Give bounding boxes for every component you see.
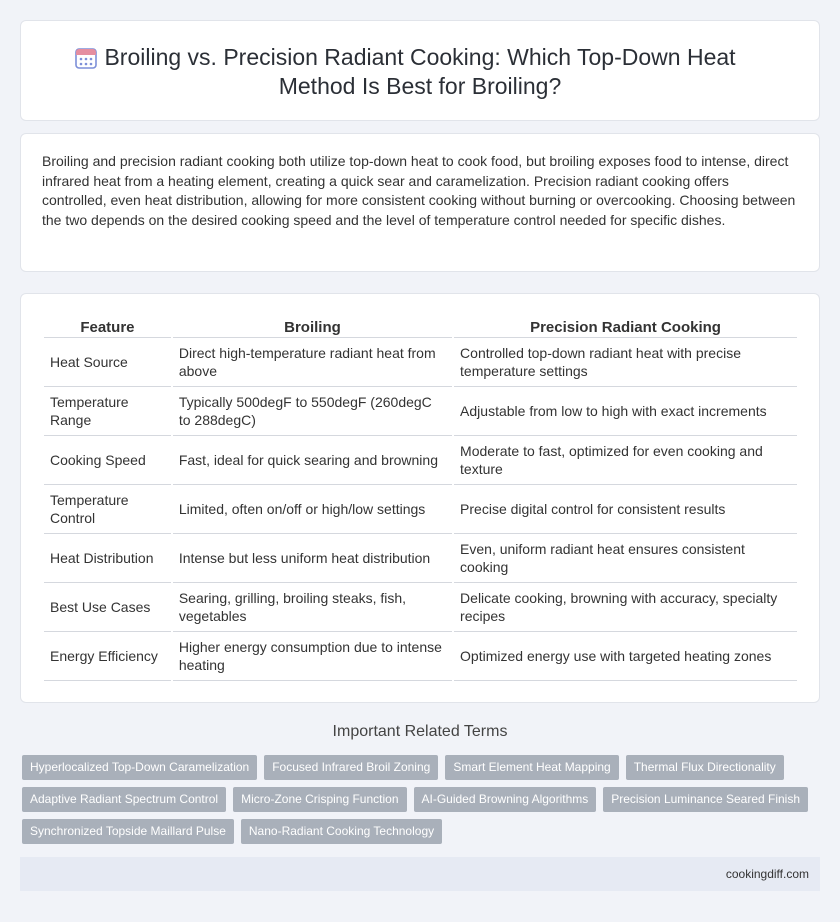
page-title-line-2: Method Is Best for Broiling? bbox=[278, 73, 562, 99]
table-cell: Fast, ideal for quick searing and browning bbox=[173, 436, 452, 485]
related-term-tag[interactable]: Synchronized Topside Maillard Pulse bbox=[22, 819, 234, 844]
related-term-tag[interactable]: Smart Element Heat Mapping bbox=[445, 755, 618, 780]
tag-row bbox=[22, 755, 822, 780]
table-row bbox=[44, 583, 797, 632]
column-header-broiling: Broiling bbox=[173, 315, 452, 338]
tag-row bbox=[22, 787, 822, 812]
intro-card bbox=[20, 133, 820, 272]
intro-paragraph: Broiling and precision radiant cooking both utilize top-down heat to cook food, but broiling exposes food to intense, direct infrared heat from a heating element, creating a quick sear and caramelization. Precision radiant cooking offers controlled, even heat distribution, allowing for more consistent cooking without burning or overcooking. Choosing between the two depends on the desired cooking speed and the level of temperature control needed for specific dishes. bbox=[42, 153, 796, 228]
table-header-row bbox=[44, 315, 797, 338]
related-terms-heading: Important Related Terms bbox=[332, 723, 508, 740]
table-cell: Best Use Cases bbox=[44, 583, 171, 632]
table-cell: Temperature Range bbox=[44, 387, 171, 436]
related-term-tag[interactable]: Hyperlocalized Top-Down Caramelization bbox=[22, 755, 257, 780]
comparison-card bbox=[20, 293, 820, 703]
table-cell: Controlled top-down radiant heat with precise temperature settings bbox=[454, 338, 797, 387]
table-cell: Energy Efficiency bbox=[44, 632, 171, 681]
column-header-feature: Feature bbox=[44, 315, 171, 338]
related-term-tag[interactable]: Thermal Flux Directionality bbox=[626, 755, 784, 780]
table-cell: Searing, grilling, broiling steaks, fish, vegetables bbox=[173, 583, 452, 632]
table-cell: Direct high-temperature radiant heat from above bbox=[173, 338, 452, 387]
table-cell: Intense but less uniform heat distribution bbox=[173, 534, 452, 583]
table-row bbox=[44, 387, 797, 436]
table-cell: Cooking Speed bbox=[44, 436, 171, 485]
table-cell: Temperature Control bbox=[44, 485, 171, 534]
table-cell: Typically 500degF to 550degF (260degC to 288degC) bbox=[173, 387, 452, 436]
related-term-tag[interactable]: Adaptive Radiant Spectrum Control bbox=[22, 787, 226, 812]
table-cell: Delicate cooking, browning with accuracy, specialty recipes bbox=[454, 583, 797, 632]
table-cell: Adjustable from low to high with exact increments bbox=[454, 387, 797, 436]
table-row bbox=[44, 436, 797, 485]
related-term-tag[interactable]: Focused Infrared Broil Zoning bbox=[264, 755, 438, 780]
title-card bbox=[20, 20, 820, 121]
table-cell: Precise digital control for consistent results bbox=[454, 485, 797, 534]
table-cell: Higher energy consumption due to intense heating bbox=[173, 632, 452, 681]
column-header-precision: Precision Radiant Cooking bbox=[454, 315, 797, 338]
table-row bbox=[44, 632, 797, 681]
related-term-tag[interactable]: Nano-Radiant Cooking Technology bbox=[241, 819, 442, 844]
footer-site-link[interactable]: cookingdiff.com bbox=[725, 867, 809, 881]
table-cell: Moderate to fast, optimized for even cooking and texture bbox=[454, 436, 797, 485]
table-row bbox=[44, 338, 797, 387]
related-term-tag[interactable]: AI-Guided Browning Algorithms bbox=[414, 787, 597, 812]
table-cell: Heat Source bbox=[44, 338, 171, 387]
related-term-tag[interactable]: Micro-Zone Crisping Function bbox=[233, 787, 406, 812]
comparison-table bbox=[42, 315, 799, 681]
page-title bbox=[21, 43, 819, 101]
tag-row bbox=[22, 819, 822, 844]
table-cell: Optimized energy use with targeted heating zones bbox=[454, 632, 797, 681]
table-cell: Limited, often on/off or high/low settings bbox=[173, 485, 452, 534]
related-terms-list bbox=[22, 755, 822, 851]
table-row bbox=[44, 534, 797, 583]
table-cell: Heat Distribution bbox=[44, 534, 171, 583]
page-title-line-1: Broiling vs. Precision Radiant Cooking: Which Top-Down Heat bbox=[104, 44, 736, 70]
table-row bbox=[44, 485, 797, 534]
footer bbox=[20, 857, 820, 891]
related-term-tag[interactable]: Precision Luminance Seared Finish bbox=[603, 787, 808, 812]
table-cell: Even, uniform radiant heat ensures consistent cooking bbox=[454, 534, 797, 583]
